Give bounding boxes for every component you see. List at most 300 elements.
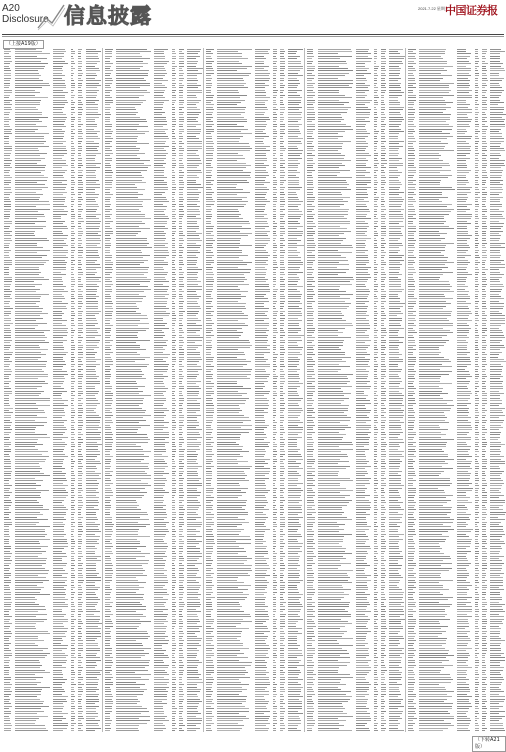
table-cell bbox=[53, 626, 64, 627]
table-cell bbox=[4, 653, 12, 654]
table-cell bbox=[4, 403, 10, 404]
table-cell bbox=[78, 153, 81, 154]
newspaper-logo: 中国证券报 bbox=[445, 2, 498, 18]
table-cell bbox=[53, 51, 67, 52]
table-cell bbox=[116, 187, 137, 188]
table-cell bbox=[116, 235, 137, 236]
table-cell bbox=[86, 662, 97, 663]
table-cell bbox=[86, 405, 98, 406]
table-cell bbox=[179, 167, 184, 168]
table-cell bbox=[116, 170, 147, 171]
table-cell bbox=[53, 524, 65, 525]
table-cell bbox=[179, 163, 183, 164]
table-cell bbox=[179, 180, 183, 181]
table-cell bbox=[154, 361, 167, 362]
table-cell bbox=[78, 388, 83, 389]
table-cell bbox=[15, 366, 46, 367]
table-cell bbox=[86, 70, 101, 71]
table-cell bbox=[86, 340, 100, 341]
table-cell bbox=[53, 175, 63, 176]
table-cell bbox=[78, 553, 82, 554]
table-cell bbox=[116, 252, 143, 253]
table-cell bbox=[86, 298, 96, 299]
table-cell bbox=[179, 175, 185, 176]
table-cell bbox=[78, 420, 83, 421]
table-cell bbox=[78, 354, 84, 355]
table-cell bbox=[154, 104, 163, 105]
table-cell bbox=[53, 585, 68, 586]
table-cell bbox=[86, 231, 102, 232]
table-cell bbox=[4, 328, 10, 329]
table-cell bbox=[71, 143, 74, 144]
table-cell bbox=[15, 667, 41, 668]
table-cell bbox=[71, 124, 75, 125]
table-cell bbox=[15, 204, 50, 205]
table-cell bbox=[179, 61, 184, 62]
table-cell bbox=[179, 114, 184, 115]
table-cell bbox=[71, 104, 74, 105]
table-cell bbox=[53, 378, 66, 379]
table-cell bbox=[86, 509, 100, 510]
table-cell bbox=[53, 95, 65, 96]
table-cell bbox=[53, 70, 63, 71]
table-cell bbox=[187, 97, 197, 98]
table-cell bbox=[86, 354, 96, 355]
table-cell bbox=[71, 657, 76, 658]
table-cell bbox=[187, 371, 198, 372]
table-cell bbox=[15, 298, 41, 299]
table-cell bbox=[172, 298, 175, 299]
table-cell bbox=[15, 682, 42, 683]
table-cell bbox=[71, 502, 75, 503]
table-cell bbox=[4, 621, 10, 622]
table-cell bbox=[116, 49, 147, 50]
table-cell bbox=[15, 92, 40, 93]
table-cell bbox=[78, 662, 82, 663]
table-cell bbox=[53, 357, 63, 358]
table-cell bbox=[71, 614, 74, 615]
table-cell bbox=[71, 444, 75, 445]
table-cell bbox=[154, 146, 170, 147]
table-cell bbox=[71, 674, 76, 675]
table-cell bbox=[15, 502, 40, 503]
table-cell bbox=[187, 221, 198, 222]
table-cell bbox=[71, 471, 74, 472]
table-cell bbox=[4, 49, 11, 50]
table-cell bbox=[4, 580, 12, 581]
table-cell bbox=[15, 255, 48, 256]
table-cell bbox=[53, 146, 67, 147]
table-cell bbox=[53, 238, 67, 239]
table-cell bbox=[86, 68, 100, 69]
table-cell bbox=[105, 388, 112, 389]
table-cell bbox=[179, 97, 184, 98]
table-cell bbox=[4, 66, 10, 67]
table-cell bbox=[86, 728, 102, 729]
table-cell bbox=[71, 294, 75, 295]
table-cell bbox=[15, 393, 41, 394]
table-cell bbox=[105, 240, 110, 241]
table-cell bbox=[15, 109, 39, 110]
table-cell bbox=[53, 621, 69, 622]
table-cell bbox=[15, 534, 48, 535]
table-cell bbox=[4, 189, 12, 190]
table-cell bbox=[15, 439, 38, 440]
table-cell bbox=[105, 70, 114, 71]
table-cell bbox=[15, 325, 39, 326]
table-cell bbox=[15, 573, 49, 574]
table-cell bbox=[71, 410, 76, 411]
table-cell bbox=[15, 497, 41, 498]
table-cell bbox=[86, 53, 98, 54]
table-cell bbox=[78, 133, 84, 134]
table-cell bbox=[154, 53, 165, 54]
table-cell bbox=[172, 112, 175, 113]
table-cell bbox=[154, 257, 166, 258]
table-cell bbox=[15, 226, 47, 227]
table-cell bbox=[78, 626, 81, 627]
table-cell bbox=[86, 187, 101, 188]
table-cell bbox=[154, 245, 166, 246]
table-cell bbox=[4, 73, 11, 74]
table-cell bbox=[4, 534, 10, 535]
table-cell bbox=[78, 381, 82, 382]
table-cell bbox=[78, 606, 82, 607]
table-cell bbox=[4, 272, 10, 273]
table-cell bbox=[53, 180, 68, 181]
table-cell bbox=[172, 133, 176, 134]
table-cell bbox=[53, 454, 65, 455]
table-cell bbox=[78, 291, 84, 292]
table-cell bbox=[71, 415, 75, 416]
table-cell bbox=[71, 539, 74, 540]
table-cell bbox=[53, 131, 65, 132]
table-cell bbox=[78, 439, 84, 440]
table-cell bbox=[4, 357, 10, 358]
table-cell bbox=[172, 289, 175, 290]
table-cell bbox=[53, 58, 63, 59]
table-cell bbox=[116, 218, 151, 219]
table-cell bbox=[105, 277, 112, 278]
table-cell bbox=[53, 218, 62, 219]
table-cell bbox=[154, 277, 165, 278]
table-cell bbox=[172, 85, 175, 86]
table-cell bbox=[78, 92, 83, 93]
table-cell bbox=[15, 488, 37, 489]
table-cell bbox=[71, 720, 74, 721]
table-cell bbox=[154, 112, 166, 113]
table-cell bbox=[53, 628, 69, 629]
table-cell bbox=[154, 199, 168, 200]
table-cell bbox=[187, 194, 200, 195]
table-cell bbox=[105, 61, 110, 62]
table-cell bbox=[4, 211, 11, 212]
table-cell bbox=[15, 485, 41, 486]
table-cell bbox=[86, 381, 101, 382]
table-cell bbox=[187, 301, 197, 302]
table-cell bbox=[116, 381, 136, 382]
table-cell bbox=[15, 357, 42, 358]
table-cell bbox=[15, 240, 50, 241]
table-cell bbox=[71, 551, 74, 552]
table-cell bbox=[78, 51, 82, 52]
table-cell bbox=[4, 352, 13, 353]
table-cell bbox=[179, 226, 182, 227]
table-cell bbox=[78, 604, 82, 605]
table-cell bbox=[53, 359, 64, 360]
table-cell bbox=[105, 255, 113, 256]
table-cell bbox=[53, 352, 68, 353]
table-cell bbox=[105, 296, 112, 297]
table-cell bbox=[154, 119, 166, 120]
table-cell bbox=[154, 68, 165, 69]
table-cell bbox=[154, 158, 166, 159]
table-cell bbox=[179, 189, 183, 190]
table-cell bbox=[116, 95, 144, 96]
table-cell bbox=[172, 238, 175, 239]
table-cell bbox=[154, 189, 168, 190]
table-cell bbox=[154, 386, 165, 387]
table-cell bbox=[4, 446, 10, 447]
table-cell bbox=[78, 78, 82, 79]
table-cell bbox=[172, 364, 175, 365]
table-cell bbox=[116, 182, 146, 183]
table-cell bbox=[71, 221, 74, 222]
table-cell bbox=[116, 308, 139, 309]
table-cell bbox=[71, 679, 75, 680]
table-cell bbox=[86, 444, 102, 445]
table-cell bbox=[105, 340, 113, 341]
table-cell bbox=[53, 330, 68, 331]
table-cell bbox=[154, 320, 164, 321]
table-cell bbox=[71, 378, 75, 379]
table-cell bbox=[78, 558, 81, 559]
table-cell bbox=[71, 61, 75, 62]
table-cell bbox=[71, 332, 74, 333]
table-cell bbox=[154, 49, 169, 50]
table-cell bbox=[78, 352, 83, 353]
table-cell bbox=[179, 146, 183, 147]
table-cell bbox=[179, 100, 185, 101]
table-cell bbox=[71, 238, 76, 239]
table-cell bbox=[15, 311, 43, 312]
table-cell bbox=[179, 289, 182, 290]
table-cell bbox=[154, 121, 167, 122]
table-cell bbox=[15, 725, 46, 726]
table-cell bbox=[116, 206, 143, 207]
table-cell bbox=[15, 665, 43, 666]
table-cell bbox=[15, 303, 37, 304]
table-cell bbox=[179, 340, 183, 341]
table-cell bbox=[71, 670, 74, 671]
table-cell bbox=[53, 577, 68, 578]
table-cell bbox=[71, 548, 74, 549]
table-cell bbox=[105, 114, 111, 115]
table-cell bbox=[78, 192, 84, 193]
table-cell bbox=[4, 716, 9, 717]
table-cell bbox=[105, 252, 110, 253]
table-cell bbox=[78, 466, 84, 467]
table-cell bbox=[172, 53, 177, 54]
table-cell bbox=[78, 599, 82, 600]
table-cell bbox=[78, 471, 82, 472]
table-cell bbox=[86, 148, 97, 149]
table-cell bbox=[86, 575, 97, 576]
table-cell bbox=[15, 509, 49, 510]
table-cell bbox=[154, 153, 169, 154]
table-cell bbox=[71, 354, 74, 355]
table-cell bbox=[4, 524, 12, 525]
table-cell bbox=[53, 412, 66, 413]
table-cell bbox=[78, 56, 82, 57]
table-cell bbox=[15, 296, 42, 297]
table-cell bbox=[15, 645, 39, 646]
table-cell bbox=[172, 250, 177, 251]
table-cell bbox=[53, 80, 66, 81]
table-cell bbox=[4, 383, 9, 384]
table-cell bbox=[187, 325, 202, 326]
table-cell bbox=[179, 235, 185, 236]
table-cell bbox=[105, 150, 112, 151]
table-cell bbox=[179, 70, 184, 71]
table-cell bbox=[78, 432, 81, 433]
table-cell bbox=[4, 209, 12, 210]
table-cell bbox=[172, 80, 176, 81]
table-cell bbox=[53, 706, 65, 707]
table-cell bbox=[86, 204, 99, 205]
table-cell bbox=[105, 155, 111, 156]
table-cell bbox=[78, 117, 81, 118]
table-cell bbox=[105, 100, 114, 101]
table-cell bbox=[53, 657, 67, 658]
table-cell bbox=[86, 614, 95, 615]
table-cell bbox=[78, 357, 83, 358]
table-cell bbox=[71, 580, 74, 581]
table-cell bbox=[78, 359, 82, 360]
table-cell bbox=[78, 235, 83, 236]
table-cell bbox=[116, 211, 142, 212]
table-cell bbox=[86, 674, 102, 675]
table-cell bbox=[4, 228, 10, 229]
table-cell bbox=[71, 87, 75, 88]
table-cell bbox=[172, 318, 177, 319]
table-cell bbox=[86, 104, 99, 105]
table-cell bbox=[53, 417, 62, 418]
table-cell bbox=[116, 204, 143, 205]
table-cell bbox=[154, 102, 164, 103]
table-cell bbox=[78, 73, 83, 74]
table-cell bbox=[187, 345, 203, 346]
table-cell bbox=[15, 432, 36, 433]
table-cell bbox=[154, 150, 167, 151]
table-cell bbox=[116, 289, 151, 290]
table-cell bbox=[71, 383, 74, 384]
table-cell bbox=[53, 650, 62, 651]
table-cell bbox=[78, 141, 82, 142]
table-cell bbox=[86, 124, 97, 125]
table-cell bbox=[71, 381, 75, 382]
table-cell bbox=[4, 218, 9, 219]
table-cell bbox=[71, 594, 74, 595]
table-cell bbox=[86, 315, 96, 316]
table-cell bbox=[53, 682, 65, 683]
table-cell bbox=[15, 272, 42, 273]
table-cell bbox=[78, 158, 82, 159]
table-cell bbox=[116, 281, 151, 282]
table-cell bbox=[86, 56, 98, 57]
table-cell bbox=[86, 616, 101, 617]
continued-from-label: （上接A19版） bbox=[3, 40, 44, 49]
table-cell bbox=[154, 80, 169, 81]
table-cell bbox=[15, 507, 43, 508]
table-cell bbox=[105, 136, 112, 137]
table-cell bbox=[105, 78, 113, 79]
table-cell bbox=[86, 357, 96, 358]
table-cell bbox=[4, 342, 11, 343]
table-cell bbox=[4, 83, 11, 84]
table-cell bbox=[4, 85, 11, 86]
table-cell bbox=[187, 233, 202, 234]
table-cell bbox=[86, 429, 99, 430]
table-cell bbox=[172, 141, 175, 142]
table-cell bbox=[86, 90, 99, 91]
table-cell bbox=[179, 187, 184, 188]
table-cell bbox=[53, 502, 63, 503]
table-cell bbox=[78, 526, 84, 527]
table-cell bbox=[86, 328, 101, 329]
table-cell bbox=[105, 175, 112, 176]
table-cell bbox=[4, 279, 13, 280]
table-cell bbox=[53, 534, 67, 535]
table-cell bbox=[78, 277, 82, 278]
table-cell bbox=[78, 361, 83, 362]
table-cell bbox=[187, 160, 202, 161]
table-cell bbox=[154, 124, 167, 125]
table-cell bbox=[86, 323, 98, 324]
table-cell bbox=[15, 291, 36, 292]
table-cell bbox=[154, 109, 163, 110]
table-cell bbox=[179, 238, 184, 239]
table-cell bbox=[4, 684, 13, 685]
table-cell bbox=[53, 150, 68, 151]
table-cell bbox=[116, 85, 150, 86]
table-cell bbox=[116, 87, 140, 88]
table-cell bbox=[86, 480, 98, 481]
table-cell bbox=[4, 417, 11, 418]
table-cell bbox=[86, 206, 100, 207]
table-cell bbox=[86, 706, 100, 707]
table-cell bbox=[172, 359, 176, 360]
table-cell bbox=[78, 539, 83, 540]
table-cell bbox=[179, 332, 185, 333]
table-cell bbox=[86, 553, 96, 554]
table-cell bbox=[116, 138, 137, 139]
table-cell bbox=[86, 189, 95, 190]
table-cell bbox=[78, 711, 83, 712]
table-cell bbox=[53, 490, 66, 491]
table-cell bbox=[15, 626, 36, 627]
table-cell bbox=[4, 306, 11, 307]
table-cell bbox=[86, 599, 100, 600]
table-cell bbox=[78, 400, 81, 401]
table-cell bbox=[154, 264, 169, 265]
table-cell bbox=[116, 269, 148, 270]
table-cell bbox=[86, 243, 101, 244]
table-cell bbox=[187, 354, 200, 355]
table-cell bbox=[71, 427, 74, 428]
table-cell bbox=[71, 531, 74, 532]
table-cell bbox=[4, 599, 12, 600]
